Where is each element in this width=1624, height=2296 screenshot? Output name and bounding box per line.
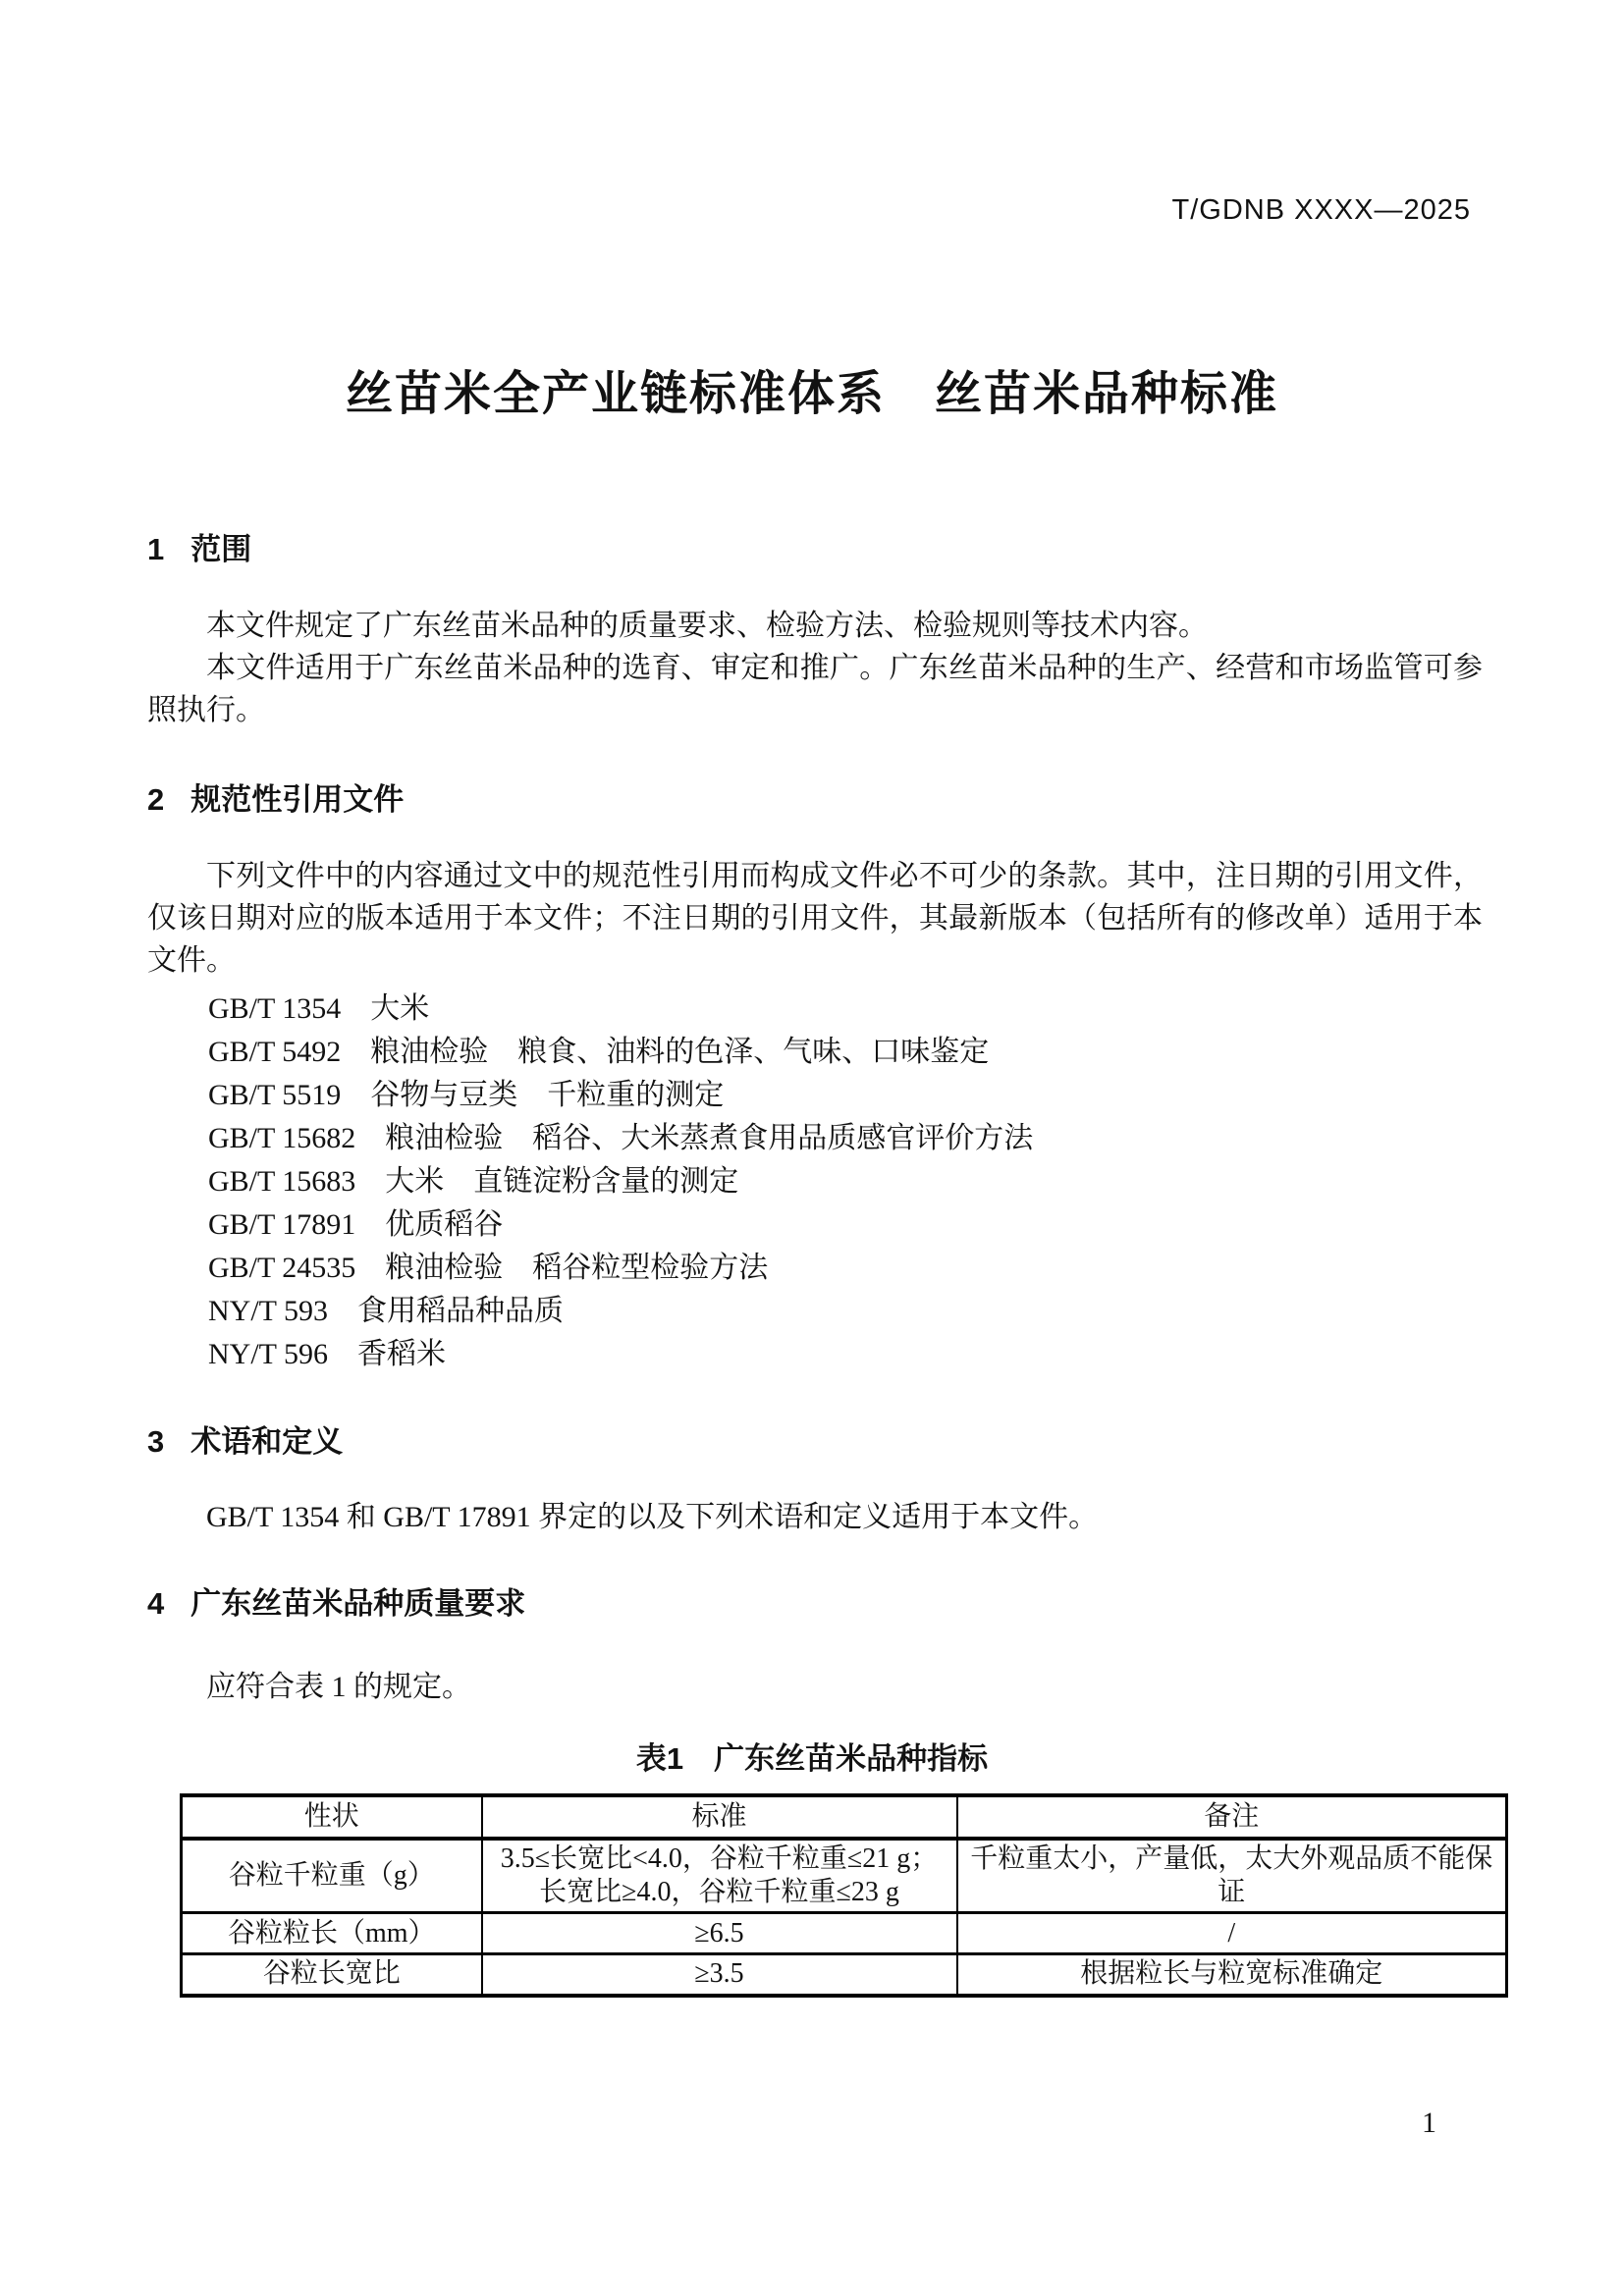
section-4-title: 广东丝苗米品种质量要求 <box>190 1586 526 1621</box>
standard-line: 长宽比≥4.0，谷粒千粒重≤23 g <box>539 1877 899 1907</box>
reference-item: GB/T 5492 粮油检验 粮食、油料的色泽、气味、口味鉴定 <box>208 1036 990 1068</box>
section-4-heading <box>147 1585 525 1623</box>
normative-references-list <box>208 988 1485 1376</box>
section-1-heading <box>147 531 251 568</box>
table-row <box>182 1913 1507 1954</box>
reference-item: GB/T 24535 粮油检验 稻谷粒型检验方法 <box>208 1252 769 1284</box>
cell-standard: ≥3.5 <box>482 1954 957 1996</box>
paragraph: 本文件规定了广东丝苗米品种的质量要求、检验方法、检验规则等技术内容。 <box>206 610 1208 642</box>
page-number: 1 <box>1422 2107 1436 2139</box>
section-2-body <box>147 855 1483 982</box>
paragraph: GB/T 1354 和 GB/T 17891 界定的以及下列术语和定义适用于本文件。 <box>206 1501 1099 1533</box>
cell-trait: 谷粒长宽比 <box>182 1954 482 1996</box>
section-1-body <box>147 605 1483 731</box>
reference-item: GB/T 15682 粮油检验 稻谷、大米蒸煮食用品质感官评价方法 <box>208 1122 1034 1154</box>
cell-standard <box>482 1839 957 1913</box>
cell-note: 千粒重太小，产量低，太大外观品质不能保证 <box>957 1839 1507 1913</box>
paragraph: 应符合表 1 的规定。 <box>206 1671 471 1703</box>
column-header-note: 备注 <box>957 1795 1507 1839</box>
doc-code: T/GDNB XXXX—2025 <box>1171 194 1471 226</box>
reference-item: GB/T 1354 大米 <box>208 992 430 1025</box>
table-row <box>182 1954 1507 1996</box>
table-row <box>182 1839 1507 1913</box>
paragraph: 本文件适用于广东丝苗米品种的选育、审定和推广。广东丝苗米品种的生产、经营和市场监管可参照执行。 <box>147 652 1483 726</box>
reference-item: NY/T 593 食用稻品种品质 <box>208 1295 564 1327</box>
cell-note: 根据粒长与粒宽标准确定 <box>957 1954 1507 1996</box>
section-3-heading <box>147 1423 343 1461</box>
column-header-trait: 性状 <box>182 1795 482 1839</box>
table-1-variety-indicators <box>180 1793 1508 1998</box>
cell-trait: 谷粒千粒重（g） <box>182 1839 482 1913</box>
column-header-standard: 标准 <box>482 1795 957 1839</box>
section-4-number: 4 <box>147 1586 165 1621</box>
section-3-title: 术语和定义 <box>190 1424 344 1459</box>
doc-title: 丝苗米全产业链标准体系 丝苗米品种标准 <box>345 368 1278 420</box>
section-2-number: 2 <box>147 782 165 817</box>
reference-item: NY/T 596 香稻米 <box>208 1338 446 1370</box>
section-1-number: 1 <box>147 532 165 566</box>
section-2-title: 规范性引用文件 <box>190 782 405 817</box>
section-2-heading <box>147 781 404 819</box>
reference-item: GB/T 15683 大米 直链淀粉含量的测定 <box>208 1165 739 1198</box>
cell-trait: 谷粒粒长（mm） <box>182 1913 482 1954</box>
paragraph: 下列文件中的内容通过文中的规范性引用而构成文件必不可少的条款。其中，注日期的引用文件，仅该日期对应的版本适用于本文件；不注日期的引用文件，其最新版本（包括所有的修改单）适用于本文件。 <box>147 860 1483 977</box>
table-header-row <box>182 1795 1507 1839</box>
standard-line: 3.5≤长宽比<4.0，谷粒千粒重≤21 g； <box>500 1843 939 1874</box>
section-4-body <box>147 1666 1483 1708</box>
cell-note: / <box>957 1913 1507 1954</box>
reference-item: GB/T 17891 优质稻谷 <box>208 1208 504 1241</box>
section-1-title: 范围 <box>190 532 252 566</box>
section-3-number: 3 <box>147 1424 165 1459</box>
section-3-body <box>147 1496 1483 1538</box>
cell-standard: ≥6.5 <box>482 1913 957 1954</box>
reference-item: GB/T 5519 谷物与豆类 千粒重的测定 <box>208 1079 725 1111</box>
table-1-caption: 表1 广东丝苗米品种指标 <box>635 1741 989 1776</box>
